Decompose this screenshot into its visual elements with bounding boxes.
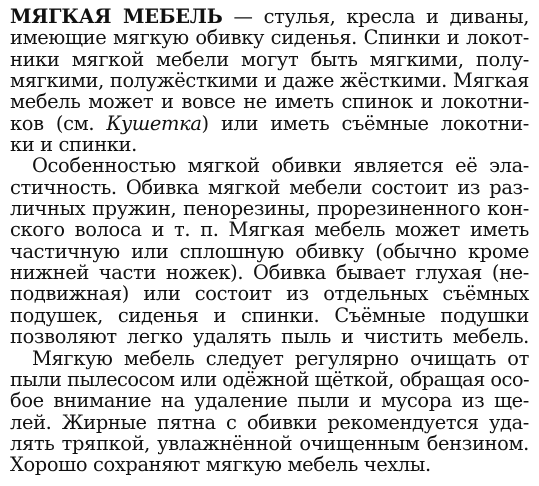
text-line: Хорошо сохраняют мягкую мебель чехлы. (10, 453, 431, 477)
text-line: лять тряпкой, увлажнённой очищенным бензином. (10, 431, 529, 455)
text-fragment: — стулья, кресла и диваны, (222, 5, 530, 28)
text-line: лей. Жирные пятна с обивки рекомендуется уда- (10, 410, 529, 434)
text-line: стичность. Обивка мягкой мебели состоит из раз- (10, 175, 529, 199)
text-line (10, 6, 529, 27)
entry-term: МЯГКАЯ МЕБЕЛЬ (10, 5, 223, 28)
text-line: частичную или сплошную обивку (обычно кроме (10, 239, 529, 263)
text-line (10, 113, 529, 134)
text-line: позволяют легко удалять пыль и чистить мебель. (10, 325, 529, 349)
text-fragment: ков (см. (10, 111, 107, 135)
text-line: имеющие мягкую обивку сиденья. Спинки и локот- (10, 26, 529, 50)
cross-reference: Кушетка (106, 111, 202, 135)
text-line: ского волоса и т. п. Мягкая мебель может иметь (10, 218, 529, 242)
text-line: нижней части ножек). Обивка бывает глухая (не- (10, 261, 529, 285)
text-line: бое внимание на удаление пыли и мусора из ще- (10, 389, 529, 413)
text-line: ки и спинки. (10, 133, 137, 157)
text-line: Особенностью мягкой обивки является её эла- (32, 154, 529, 178)
text-line: ники мягкой мебели могут быть мягкими, полу- (10, 47, 529, 71)
text-line: пыли пылесосом или одёжной щёткой, обращая осо- (10, 367, 529, 391)
text-line: подушек, сиденья и спинки. Съёмные подушки (10, 303, 529, 327)
text-line: мягкими, полужёсткими и даже жёсткими. Мягкая (10, 69, 529, 93)
text-fragment: ) или иметь съёмные локотни- (201, 111, 529, 135)
text-line: мебель может и вовсе не иметь спинок и локотни- (10, 90, 529, 114)
text-line: Мягкую мебель следует регулярно очищать от (32, 346, 529, 370)
text-line: подвижная) или состоит из отдельных съёмных (10, 282, 529, 306)
text-line: личных пружин, пенорезины, прорезиненного кон- (10, 197, 529, 221)
